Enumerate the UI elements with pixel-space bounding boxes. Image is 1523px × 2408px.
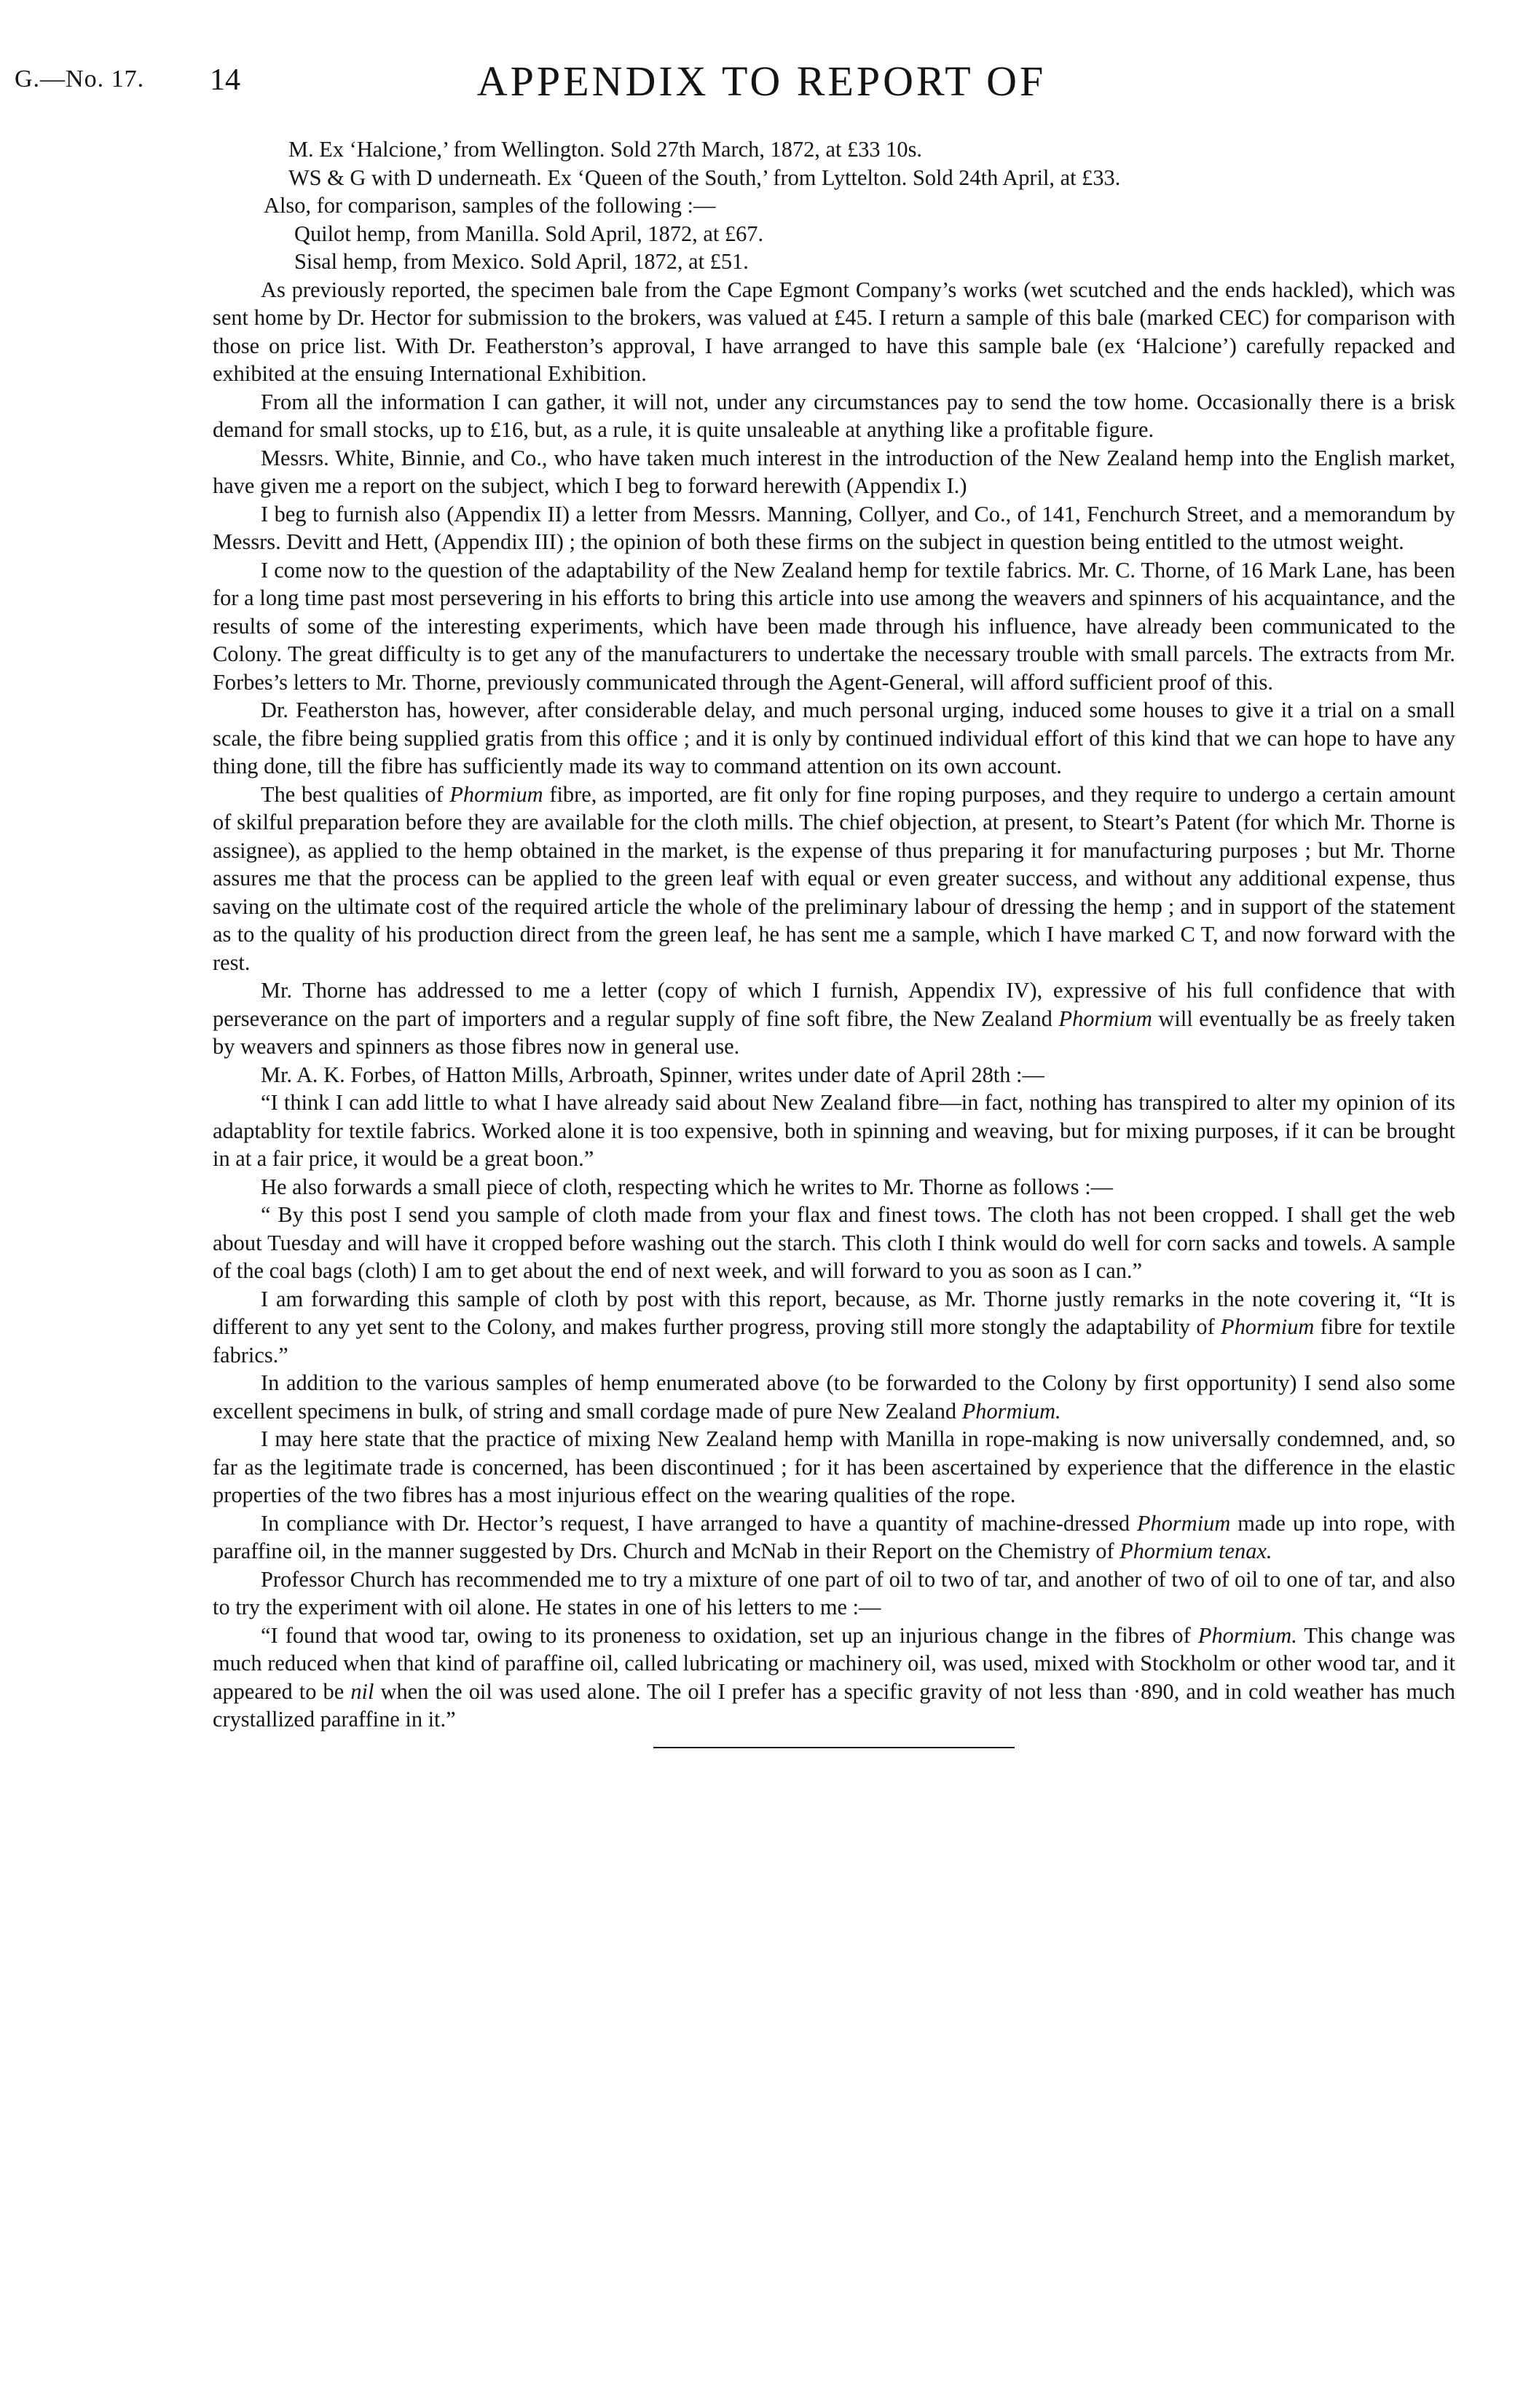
text-run: Mr. Thorne has addressed to me a letter (copy of which I furnish, Appendix IV), expressive of his full confidence that with perseverance on the part of importers and a regular supply of fine soft fibre, the New Zealand xyxy=(213,978,1455,1031)
comparison-intro: Also, for comparison, samples of the following :— xyxy=(264,193,716,218)
italic-term: Phormium xyxy=(1221,1314,1315,1339)
text-run: In compliance with Dr. Hector’s request, I have arranged to have a quantity of machine-dressed xyxy=(261,1510,1137,1536)
paragraph xyxy=(213,1285,1455,1370)
paragraph: Messrs. White, Binnie, and Co., who have taken much interest in the introduction of the New Zealand hemp into the English market, have given me a report on the subject, which I beg to forward herewith (Appendix I.) xyxy=(213,445,1455,498)
italic-term: Phormium xyxy=(1136,1510,1231,1536)
sale-entry-queen-of-the-south: WS & G with D underneath. Ex ‘Queen of the South,’ from Lyttelton. Sold 24th April, at £33. xyxy=(288,165,1121,190)
page-header xyxy=(0,57,1523,115)
text-run: “I found that wood tar, owing to its proneness to oxidation, set up an injurious change in the fibres of xyxy=(261,1622,1198,1648)
text-run: when the oil was used alone. The oil I prefer has a specific gravity of not less than ·890, and in cold weather has much crystallized paraffine in it.” xyxy=(213,1678,1456,1732)
text-run: fibre for textile fabrics.” xyxy=(213,1314,1455,1367)
paragraph: Professor Church has recommended me to try a mixture of one part of oil to two of tar, and another of two of oil to one of tar, and also to try the experiment with oil alone. He states in one of his letters to me :— xyxy=(213,1566,1455,1619)
paragraph: I beg to furnish also (Appendix II) a letter from Messrs. Manning, Collyer, and Co., of 141, Fenchurch Street, and a memorandum by Messrs. Devitt and Hett, (Appendix III) ; the opinion of both these firms on the subject in question being entitled to the utmost weight. xyxy=(213,501,1455,554)
italic-term: nil xyxy=(350,1678,374,1704)
page-title: APPENDIX TO REPORT OF xyxy=(476,58,1047,105)
text-run: The best qualities of xyxy=(261,781,450,807)
paragraph: As previously reported, the specimen bale from the Cape Egmont Company’s works (wet scutched and the ends hackled), which was sent home by Dr. Hector for submission to the brokers, was valued at £45. I return a sample of this bale (marked CEC) for comparison with those on price list. With Dr. Featherston’s approval, I have arranged to have this sample bale (ex ‘Halcione’) carefully repacked and exhibited at the ensuing International Exhibition. xyxy=(213,277,1455,386)
document-body xyxy=(213,135,1455,1748)
italic-term: Phormium. xyxy=(1197,1622,1297,1648)
italic-term: Phormium. xyxy=(961,1398,1061,1424)
paragraph xyxy=(213,781,1455,977)
text-run: made up into rope, with paraffine oil, in the manner suggested by Drs. Church and McNab in their Report on the Chemistry of xyxy=(213,1510,1455,1563)
text-run: will eventually be as freely taken by weavers and spinners as those fibres now in general use. xyxy=(213,1006,1455,1059)
paragraph xyxy=(213,1369,1455,1425)
paragraph: Mr. A. K. Forbes, of Hatton Mills, Arbroath, Spinner, writes under date of April 28th :— xyxy=(261,1062,1044,1087)
quotation xyxy=(213,1622,1455,1734)
paragraph: I may here state that the practice of mixing New Zealand hemp with Manilla in rope-making is now universally condemned, and, so far as the legitimate trade is concerned, has been discontinued ; for it has been ascertained by experience that the difference in the elastic properties of the two fibres has a most injurious effect on the wearing qualities of the rope. xyxy=(213,1426,1455,1507)
paragraph xyxy=(213,1509,1455,1566)
italic-term: Phormium xyxy=(1058,1006,1152,1031)
paragraph: I come now to the question of the adaptability of the New Zealand hemp for textile fabrics. Mr. C. Thorne, of 16 Mark Lane, has been for a long time past most persevering in his efforts to bring this article into use among the weavers and spinners of his acquaintance, and the results of some of the interesting experiments, which have been made through his influence, have already been communicated to the Colony. The great difficulty is to get any of the manufacturers to undertake the necessary trouble with small parcels. The extracts from Mr. Forbes’s letters to Mr. Thorne, previously communicated through the Agent-General, will afford sufficient proof of this. xyxy=(213,557,1455,695)
paragraph: He also forwards a small piece of cloth, respecting which he writes to Mr. Thorne as follows :— xyxy=(261,1174,1114,1199)
text-run: In addition to the various samples of hemp enumerated above (to be forwarded to the Colony by first opportunity) I send also some excellent specimens in bulk, of string and small cordage made of pure New Zealand xyxy=(213,1370,1455,1424)
text-run: I am forwarding this sample of cloth by post with this report, because, as Mr. Thorne justly remarks in the note covering it, “It is different to any yet sent to the Colony, and makes further progress, proving still more stongly the adaptability of xyxy=(213,1286,1455,1339)
paragraph: Dr. Featherston has, however, after considerable delay, and much personal urging, induced some houses to give it a trial on a small scale, the fibre being supplied gratis from this office ; and it is only by continued individual effort of this kind that we can hope to have any thing done, till the fibre has sufficiently made its way to command attention on its own account. xyxy=(213,698,1455,778)
paragraph xyxy=(213,976,1455,1061)
italic-term: Phormium tenax. xyxy=(1119,1539,1272,1563)
text-run: fibre, as imported, are fit only for fine roping purposes, and they require to undergo a certain amount of skilful preparation before they are available for the cloth mills. The chief objection, at present, to Steart’s Patent (for which Mr. Thorne is assignee), as applied to the hemp obtained in the market, is the expense of thus preparing it for manufacturing purposes ; but Mr. Thorne assures me that the process can be applied to the green leaf with equal or even greater success, and without any additional expense, thus saving on the ultimate cost of the required article the whole of the preliminary labour of dressing the hemp ; and in support of the statement as to the quality of his production direct from the green leaf, he has sent me a sample, which I have marked C T, and now forward with the rest. xyxy=(213,781,1455,975)
quotation: “I think I can add little to what I have already said about New Zealand fibre—in fact, nothing has transpired to alter my opinion of its adaptablity for textile fabrics. Worked alone it is too expensive, both in spinning and weaving, but for mixing purposes, if it can be brought in at a fair price, it would be a great boon.” xyxy=(213,1090,1455,1171)
quotation: “ By this post I send you sample of cloth made from your flax and finest tows. The cloth has not been cropped. I shall get the web about Tuesday and will have it cropped before washing out the starch. This cloth I think would do well for corn sacks and towels. A sample of the coal bags (cloth) I am to get about the end of next week, and will forward to you as soon as I can.” xyxy=(213,1202,1455,1283)
sale-entry-quilot: Quilot hemp, from Manilla. Sold April, 1872, at £67. xyxy=(294,221,764,246)
italic-term: Phormium xyxy=(449,781,543,807)
page-number: 14 xyxy=(210,63,240,97)
document-id: G.—No. 17. xyxy=(15,66,145,92)
text-run: This change was much reduced when that kind of paraffine oil, called lubricating or machinery oil, was used, mixed with Stockholm or other wood tar, and it appeared to be xyxy=(213,1622,1455,1704)
sale-entry-sisal: Sisal hemp, from Mexico. Sold April, 1872, at £51. xyxy=(294,249,749,274)
sale-entry-halcione: M. Ex ‘Halcione,’ from Wellington. Sold 27th March, 1872, at £33 10s. xyxy=(288,137,923,162)
paragraph: From all the information I can gather, it will not, under any circumstances pay to send the tow home. Occasionally there is a brisk demand for small stocks, up to £16, but, as a rule, it is quite unsaleable at anything like a profitable figure. xyxy=(213,389,1455,442)
end-rule xyxy=(653,1747,1015,1748)
